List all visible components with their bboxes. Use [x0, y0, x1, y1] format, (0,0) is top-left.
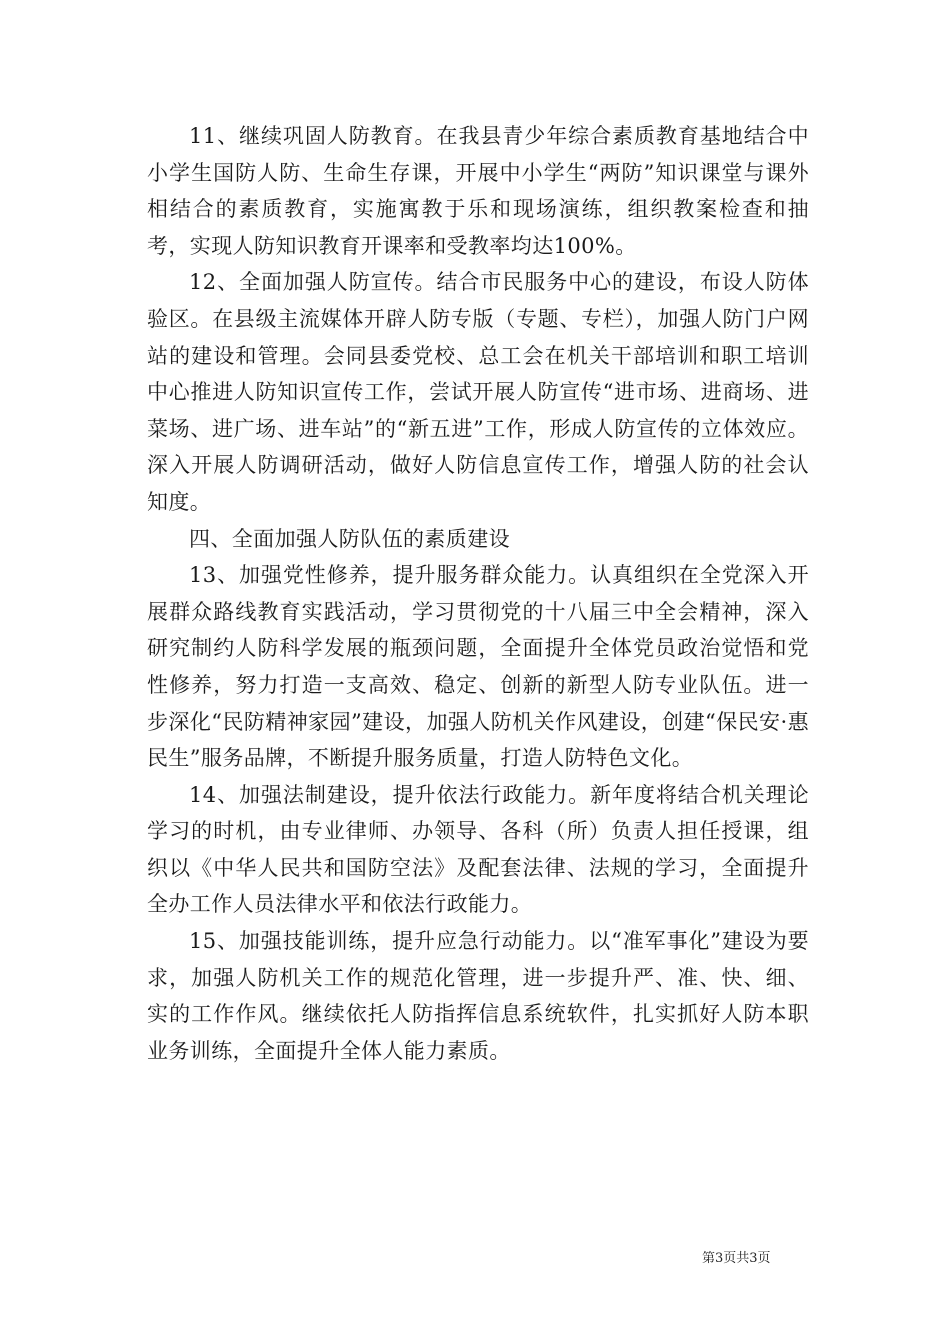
- paragraph-15-skills-training: 15、加强技能训练，提升应急行动能力。以“准军事化”建设为要求，加强人防机关工作的规范化管理，进一步提升严、准、快、细、实的工作作风。继续依托人防指挥信息系统软件，扎实抓好人防本职业务训练，全面提升全体人能力素质。: [147, 929, 809, 1063]
- paragraph-14-legal-system: 14、加强法制建设，提升依法行政能力。新年度将结合机关理论学习的时机，由专业律师、办领导、各科（所）负责人担任授课，组织以《中华人民共和国防空法》及配套法律、法规的学习，全面提升全办工作人员法律水平和依法行政能力。: [147, 782, 809, 917]
- page-number-footer: 第3页共3页: [702, 1251, 771, 1266]
- section-heading-4: 四、全面加强人防队伍的素质建设: [189, 526, 510, 551]
- document-body: [147, 118, 809, 1069]
- paragraph-13-party-cultivation: 13、加强党性修养，提升服务群众能力。认真组织在全党深入开展群众路线教育实践活动，学习贯彻党的十八届三中全会精神，深入研究制约人防科学发展的瓶颈问题，全面提升全体党员政治觉悟和党性修养，努力打造一支高效、稳定、创新的新型人防专业队伍。进一步深化“民防精神家园”建设，加强人防机关作风建设，创建“保民安·惠民生”服务品牌，不断提升服务质量，打造人防特色文化。: [147, 563, 809, 771]
- paragraph-11-education: 11、继续巩固人防教育。在我县青少年综合素质教育基地结合中小学生国防人防、生命生存课，开展中小学生“两防”知识课堂与课外相结合的素质教育，实施寓教于乐和现场演练，组织教案检查和抽考，实现人防知识教育开课率和受教率均达100%。: [147, 124, 809, 258]
- paragraph-12-publicity: 12、全面加强人防宣传。结合市民服务中心的建设，布设人防体验区。在县级主流媒体开辟人防专版（专题、专栏），加强人防门户网站的建设和管理。会同县委党校、总工会在机关干部培训和职工培训中心推进人防知识宣传工作，尝试开展人防宣传“进市场、进商场、进菜场、进广场、进车站”的“新五进”工作，形成人防宣传的立体效应。深入开展人防调研活动，做好人防信息宣传工作，增强人防的社会认知度。: [147, 270, 809, 514]
